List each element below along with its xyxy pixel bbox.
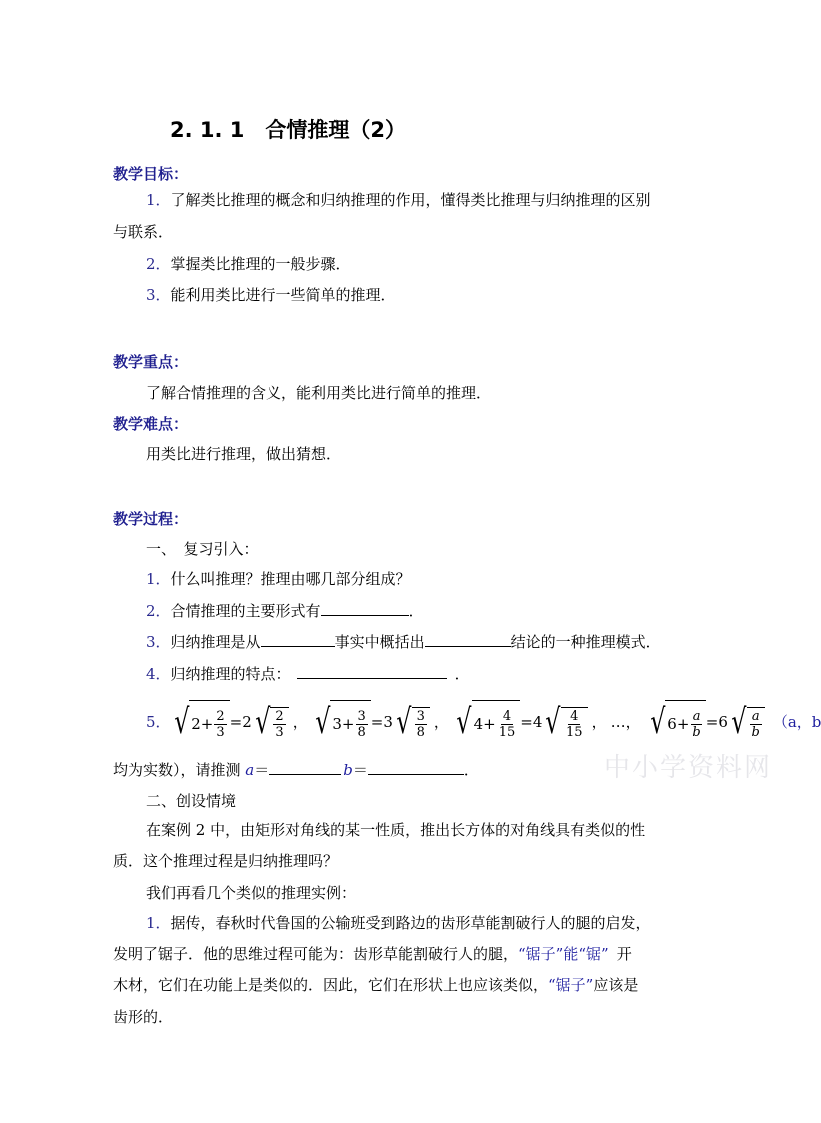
question-num: 3． <box>146 633 171 651</box>
objective-num: 2． <box>146 255 171 273</box>
answer-blank[interactable] <box>425 632 511 647</box>
paragraph-1-line-2: 质．这个推理过程是归纳推理吗？ <box>113 852 339 870</box>
question-num: 5． <box>146 713 171 731</box>
question-text-end: 结论的一种推理模式． <box>510 633 661 651</box>
radical-term-1: √ 2+ $\frac{2}{3}$ = 2 √ $\frac{2}{3}$ <box>171 698 289 746</box>
objective-num: 1． <box>146 191 171 209</box>
question-text-end: ． <box>408 602 424 620</box>
section-2-title: 二、创设情境 <box>146 792 237 810</box>
example-1-line-4: 齿形的． <box>113 1008 174 1026</box>
variables-note: （a，b <box>772 713 821 731</box>
question-text-mid: 事实中概括出 <box>334 633 425 651</box>
question-text: 归纳推理的特点： <box>170 665 291 683</box>
separator: ， <box>433 713 449 731</box>
example-1-line-3: 木材，它们在功能上是类似的．因此，它们在形状上也应该类似，“锯子”应该是 <box>113 976 639 994</box>
watermark: 中小学资料网 <box>604 753 773 783</box>
objective-num: 3． <box>146 286 171 304</box>
radical-term-general: √ 6+ $\frac{a}{b}$ = 6 √ $\frac{a}{b}$ <box>647 698 765 746</box>
example-1-line-1: 1．据传，春秋时代鲁国的公输班受到路边的齿形草能割破行人的腿的启发， <box>146 914 651 932</box>
question-3 <box>146 632 661 652</box>
paragraph-1-line-1: 在案例 2 中，由矩形对角线的某一性质，推出长方体的对角线具有类似的性 <box>146 821 646 839</box>
key-points-heading: 教学重点： <box>113 353 189 371</box>
objectives-heading: 教学目标： <box>113 165 189 183</box>
answer-blank[interactable] <box>297 664 447 679</box>
key-points-text: 了解合情推理的含义，能利用类比进行简单的推理． <box>146 384 492 402</box>
paragraph-2: 我们再看几个类似的推理实例： <box>146 884 357 902</box>
question-2 <box>146 601 424 621</box>
separator: ， <box>591 713 607 731</box>
question-text: 合情推理的主要形式有 <box>170 602 321 620</box>
question-5 <box>146 700 821 744</box>
question-num: 2． <box>146 602 171 620</box>
difficulties-text: 用类比进行推理，做出猜想． <box>146 445 342 463</box>
answer-blank-a[interactable] <box>269 760 341 775</box>
separator: ， <box>292 713 308 731</box>
question-text-end: ． <box>454 665 470 683</box>
objective-item-2 <box>146 254 351 274</box>
radical-term-2: √ 3+ $\frac{3}{8}$ = 3 √ $\frac{3}{8}$ <box>312 698 430 746</box>
page-title: 2. 1. 1 合情推理（2） <box>170 118 407 142</box>
objective-text: 掌握类比推理的一般步骤． <box>170 255 351 273</box>
objective-item-1-cont: 与联系． <box>113 223 174 241</box>
process-heading: 教学过程： <box>113 510 189 528</box>
question-1 <box>146 569 411 589</box>
question-num: 1． <box>146 570 171 588</box>
question-4 <box>146 664 470 684</box>
question-text: 归纳推理是从 <box>170 633 261 651</box>
objective-text: 了解类比推理的概念和归纳推理的作用，懂得类比推理与归纳推理的区别 <box>170 191 651 209</box>
ellipsis: …， <box>610 713 641 731</box>
question-num: 4． <box>146 665 171 683</box>
objective-text: 能利用类比进行一些简单的推理． <box>170 286 396 304</box>
answer-blank-b[interactable] <box>368 760 464 775</box>
objective-item-1 <box>146 190 651 210</box>
question-5-cont: 均为实数），请推测 a＝ b＝ ． <box>113 761 479 779</box>
difficulties-heading: 教学难点： <box>113 415 189 433</box>
question-text: 什么叫推理？推理由哪几部分组成？ <box>170 570 411 588</box>
section-1-title: 一、 复习引入： <box>146 540 259 558</box>
answer-blank[interactable] <box>261 632 335 647</box>
example-1-line-2: 发明了锯子．他的思维过程可能为：齿形草能割破行人的腿，“锯子”能“锯” 开 <box>113 945 632 963</box>
radical-term-3: √ 4+ $\frac{4}{15}$ = 4 √ $\frac{4}{15}$ <box>453 698 588 746</box>
answer-blank[interactable] <box>321 601 409 616</box>
objective-item-3 <box>146 285 396 305</box>
